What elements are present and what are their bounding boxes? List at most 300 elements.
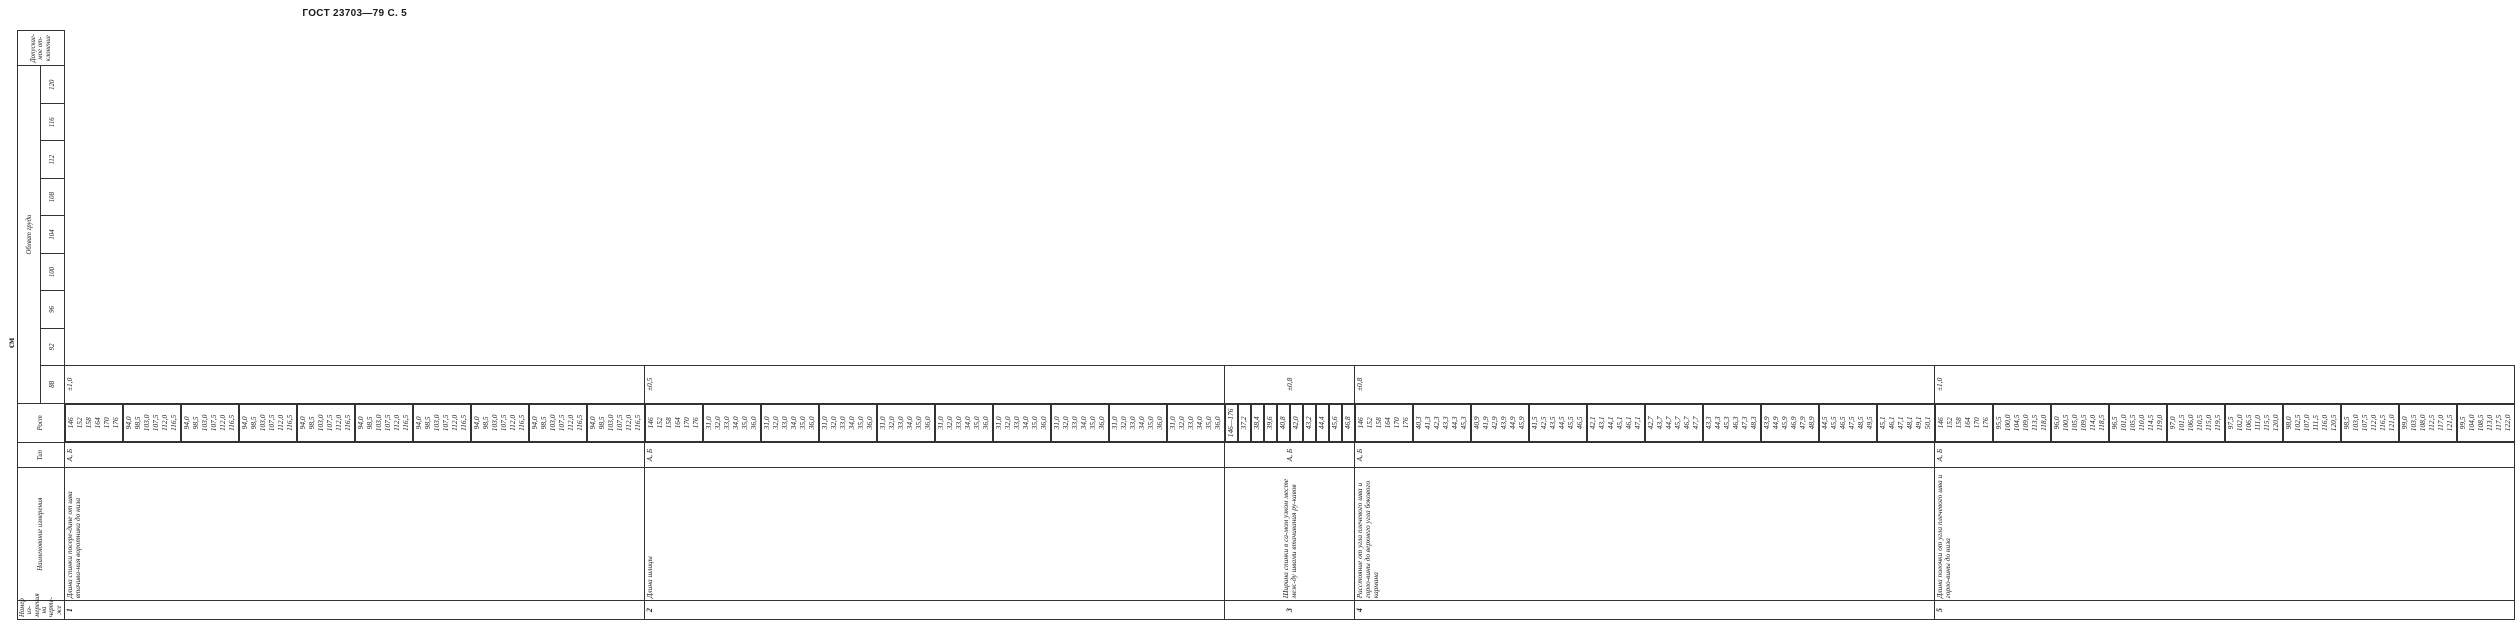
- measurement-value: 103,0: [373, 414, 383, 432]
- measurement-value: 34,0: [730, 416, 740, 430]
- measurement-value: 112,0: [391, 414, 401, 431]
- col-header-chest-size: 88: [41, 366, 64, 403]
- measurement-values: [1167, 404, 1225, 443]
- height-value: 170: [101, 417, 111, 429]
- measurement-number: 5: [1935, 601, 2515, 620]
- measurement-value: 34,0: [1194, 416, 1204, 430]
- measurement-value: 112,0: [449, 414, 459, 431]
- measurement-value: 112,0: [507, 414, 517, 431]
- measurement-value: 120,0: [2270, 414, 2280, 432]
- height-value: 176: [110, 417, 120, 429]
- measurement-value: 47,7: [1690, 416, 1700, 430]
- height-value: 152: [654, 417, 664, 429]
- measurement-value: 46,8: [1342, 416, 1352, 430]
- height-value: 158: [83, 417, 93, 429]
- measurement-values: [1761, 404, 1819, 443]
- measurement-value: 31,0: [819, 416, 829, 430]
- measurement-value: 114,0: [2087, 414, 2097, 431]
- measurement-value: 122,0: [2502, 414, 2512, 432]
- measurement-value: 101,5: [2176, 414, 2186, 432]
- measurement-value: 98,5: [364, 416, 374, 430]
- measurement-value: 103,0: [2350, 414, 2360, 432]
- measurement-value: 49,5: [1864, 416, 1874, 430]
- measurement-value: 119,5: [2212, 414, 2222, 431]
- measurement-values: [1329, 404, 1342, 443]
- measurement-value: 34,0: [788, 416, 798, 430]
- measurement-value: 35,0: [1087, 416, 1097, 430]
- measurement-value: 45,5: [1828, 416, 1838, 430]
- measurement-value: 101,0: [2118, 414, 2128, 432]
- measurement-value: 94,0: [587, 416, 597, 430]
- measurement-value: 107,5: [266, 414, 276, 432]
- table-row: [64, 31, 645, 620]
- measurement-value: 36,0: [1212, 416, 1222, 430]
- measurement-value: 32,0: [1118, 416, 1128, 430]
- measurement-value: 98,5: [132, 416, 142, 430]
- measurement-value: 46,9: [1788, 416, 1798, 430]
- measurement-value: 118,5: [2096, 414, 2106, 431]
- height-value: 170: [1971, 417, 1981, 429]
- measurement-values: [2457, 404, 2515, 443]
- measurement-value: 116,5: [400, 414, 410, 431]
- measurement-value: 116,5: [226, 414, 236, 431]
- measurement-values: [877, 404, 935, 443]
- measurement-values: [471, 404, 529, 443]
- tolerance-value: ±1,0: [1935, 366, 2515, 403]
- tolerance-value: ±0,5: [645, 366, 1225, 403]
- measurement-value: 36,0: [806, 416, 816, 430]
- measurement-value: 108,0: [2417, 414, 2427, 432]
- measurement-table-container: [3, 30, 2512, 620]
- measurement-value: 103,0: [605, 414, 615, 432]
- measurement-value: 44,5: [1819, 416, 1829, 430]
- measurement-values: [2051, 404, 2109, 443]
- measurement-values: [1413, 404, 1471, 443]
- measurement-value: 116,5: [168, 414, 178, 431]
- measurement-value: 32,0: [770, 416, 780, 430]
- measurement-value: 34,0: [846, 416, 856, 430]
- measurement-value: 32,0: [1060, 416, 1070, 430]
- height-list: [645, 404, 703, 443]
- measurement-value: 48,9: [1806, 416, 1816, 430]
- height-value: 152: [74, 417, 84, 429]
- measurement-value: 100,5: [2060, 414, 2070, 432]
- height-list: [1935, 404, 1993, 443]
- height-value: 176: [690, 417, 700, 429]
- col-header-chest-size: 96: [41, 291, 64, 328]
- measurement-value: 33,0: [837, 416, 847, 430]
- measurement-value: 45,1: [1614, 416, 1624, 430]
- measurement-value: 45,7: [1672, 416, 1682, 430]
- measurement-value: 107,5: [440, 414, 450, 432]
- measurement-value: 120,5: [2328, 414, 2338, 432]
- measurement-value: 38,4: [1251, 416, 1261, 430]
- measurement-values: [1342, 404, 1355, 443]
- measurement-values: [2341, 404, 2399, 443]
- measurement-value: 44,9: [1507, 416, 1517, 430]
- measurement-value: 112,0: [333, 414, 343, 431]
- measurement-table: [17, 30, 2515, 620]
- measurement-value: 40,8: [1277, 416, 1287, 430]
- measurement-value: 36,0: [1038, 416, 1048, 430]
- measurement-value: 35,0: [1145, 416, 1155, 430]
- height-list: [1355, 404, 1413, 443]
- tolerance-value: ±0,8: [1225, 366, 1355, 403]
- measurement-number: 4: [1355, 601, 1935, 620]
- measurement-value: 43,9: [1498, 416, 1508, 430]
- measurement-values: [1587, 404, 1645, 443]
- measurement-value: 32,0: [828, 416, 838, 430]
- measurement-number: 2: [645, 601, 1225, 620]
- measurement-value: 44,3: [1449, 416, 1459, 430]
- table-row: [1225, 31, 1355, 620]
- tolerance-value: ±0,8: [1355, 366, 1935, 403]
- measurement-value: 98,5: [2341, 416, 2351, 430]
- measurement-value: 98,5: [248, 416, 258, 430]
- measurement-value: 106,0: [2185, 414, 2195, 432]
- measurement-value: 35,0: [1029, 416, 1039, 430]
- col-header-chest-size: 120: [41, 66, 64, 104]
- measurement-values: [355, 404, 413, 443]
- measurement-values: [2399, 404, 2457, 443]
- measurement-values: [1238, 404, 1251, 443]
- measurement-value: 103,0: [431, 414, 441, 432]
- measurement-value: 103,0: [257, 414, 267, 432]
- measurement-value: 98,0: [2283, 416, 2293, 430]
- measurement-value: 31,0: [1109, 416, 1119, 430]
- measurement-value: 112,0: [159, 414, 169, 431]
- measurement-value: 116,5: [284, 414, 294, 431]
- height-value: 164: [1962, 417, 1972, 429]
- measurement-value: 32,0: [712, 416, 722, 430]
- col-header-tolerance: Допускае-мое от-клонение: [18, 31, 65, 66]
- measurement-value: 33,0: [779, 416, 789, 430]
- measurement-values: [703, 404, 761, 443]
- measurement-values: [1303, 404, 1316, 443]
- measurement-value: 121,0: [2386, 414, 2396, 432]
- measurement-value: 35,0: [855, 416, 865, 430]
- measurement-values: [1877, 404, 1935, 443]
- measurement-value: 97,0: [2167, 416, 2177, 430]
- height-value: 146: [645, 417, 655, 429]
- height-value: 176: [1980, 417, 1990, 429]
- measurement-value: 34,0: [1136, 416, 1146, 430]
- col-header-number: Номер из-мерения на черте-же: [18, 601, 65, 620]
- measurement-value: 33,0: [895, 416, 905, 430]
- measurement-value: 43,1: [1596, 416, 1606, 430]
- figure-type: А, Б: [1225, 443, 1355, 468]
- measurement-value: 115,0: [2203, 414, 2213, 431]
- height-value: 158: [663, 417, 673, 429]
- measurement-value: 103,5: [2408, 414, 2418, 432]
- height-value: 164: [1382, 417, 1392, 429]
- measurement-value: 94,0: [123, 416, 133, 430]
- col-header-name: Наименование измерения: [18, 468, 65, 601]
- measurement-value: 35,0: [1203, 416, 1213, 430]
- measurement-value: 32,0: [1176, 416, 1186, 430]
- measurement-value: 107,5: [208, 414, 218, 432]
- measurement-value: 41,5: [1529, 416, 1539, 430]
- measurement-value: 33,0: [1069, 416, 1079, 430]
- measurement-value: 46,1: [1623, 416, 1633, 430]
- measurement-values: [2283, 404, 2341, 443]
- figure-type: А, Б: [645, 443, 1225, 468]
- measurement-value: 94,0: [413, 416, 423, 430]
- height-value: 146: [1935, 417, 1945, 429]
- measurement-values: [2109, 404, 2167, 443]
- measurement-values: [761, 404, 819, 443]
- measurement-value: 31,0: [703, 416, 713, 430]
- measurement-value: 121,5: [2444, 414, 2454, 432]
- measurement-value: 33,0: [953, 416, 963, 430]
- height-value: 158: [1953, 417, 1963, 429]
- measurement-value: 112,0: [217, 414, 227, 431]
- measurement-value: 44,9: [1770, 416, 1780, 430]
- measurement-value: 33,0: [721, 416, 731, 430]
- height-value: 152: [1944, 417, 1954, 429]
- measurement-value: 110,5: [2194, 414, 2204, 431]
- measurement-value: 112,0: [623, 414, 633, 431]
- measurement-value: 43,5: [1547, 416, 1557, 430]
- measurement-value: 47,1: [1632, 416, 1642, 430]
- measurement-values: [2167, 404, 2225, 443]
- measurement-value: 48,1: [1904, 416, 1914, 430]
- col-header-type: Тип: [18, 443, 65, 468]
- measurement-value: 105,5: [2127, 414, 2137, 432]
- figure-type: А, Б: [1355, 443, 1935, 468]
- measurement-value: 32,0: [886, 416, 896, 430]
- col-header-chest-size: 108: [41, 178, 64, 215]
- measurement-value: 50,1: [1922, 416, 1932, 430]
- measurement-value: 112,0: [565, 414, 575, 431]
- page-header: ГОСТ 23703—79 С. 5: [302, 8, 407, 19]
- unit-label: см: [6, 337, 16, 348]
- measurement-value: 32,0: [944, 416, 954, 430]
- height-value: 176: [1400, 417, 1410, 429]
- measurement-value: 42,1: [1587, 416, 1597, 430]
- measurement-values: [819, 404, 877, 443]
- height-value: 146: [1355, 417, 1365, 429]
- measurement-value: 34,0: [962, 416, 972, 430]
- measurement-value: 36,0: [748, 416, 758, 430]
- measurement-value: 107,5: [324, 414, 334, 432]
- measurement-value: 117,0: [2435, 414, 2445, 431]
- measurement-name: Расстояние от угла плечевого шва и горло-вины до верхнего угла бокового кармана: [1355, 468, 1935, 601]
- col-header-chest-size: 104: [41, 216, 64, 253]
- measurement-value: 36,0: [864, 416, 874, 430]
- measurement-value: 98,5: [538, 416, 548, 430]
- tolerance-value: ±1,0: [64, 366, 645, 403]
- measurement-value: 109,0: [2020, 414, 2030, 432]
- measurement-value: 44,5: [1556, 416, 1566, 430]
- measurement-values: [529, 404, 587, 443]
- measurement-value: 105,0: [2069, 414, 2079, 432]
- measurement-name: Длина спинки посере-дине от шва втачива-ния воротника до низа: [64, 468, 645, 601]
- measurement-value: 103,0: [489, 414, 499, 432]
- measurement-value: 99,5: [2457, 416, 2467, 430]
- measurement-value: 48,5: [1855, 416, 1865, 430]
- col-header-chest-size: 100: [41, 253, 64, 290]
- measurement-value: 31,0: [935, 416, 945, 430]
- table-body: [64, 31, 2515, 620]
- measurement-value: 107,0: [2301, 414, 2311, 432]
- measurement-values: [181, 404, 239, 443]
- measurement-value: 46,5: [1837, 416, 1847, 430]
- measurement-value: 107,5: [498, 414, 508, 432]
- measurement-value: 94,0: [239, 416, 249, 430]
- measurement-value: 40,9: [1471, 416, 1481, 430]
- measurement-value: 47,3: [1739, 416, 1749, 430]
- measurement-value: 103,0: [141, 414, 151, 432]
- measurement-value: 40,3: [1413, 416, 1423, 430]
- measurement-values: [993, 404, 1051, 443]
- measurement-value: 31,0: [1051, 416, 1061, 430]
- measurement-value: 42,3: [1431, 416, 1441, 430]
- measurement-value: 43,3: [1703, 416, 1713, 430]
- measurement-value: 94,0: [529, 416, 539, 430]
- measurement-value: 45,6: [1329, 416, 1339, 430]
- measurement-values: [1993, 404, 2051, 443]
- measurement-value: 36,0: [980, 416, 990, 430]
- measurement-name: Длина шлицы: [645, 468, 1225, 601]
- measurement-value: 94,0: [297, 416, 307, 430]
- measurement-value: 107,5: [614, 414, 624, 432]
- measurement-value: 42,7: [1645, 416, 1655, 430]
- measurement-value: 42,0: [1290, 416, 1300, 430]
- measurement-value: 43,7: [1654, 416, 1664, 430]
- col-header-height: Рост: [18, 403, 65, 443]
- col-header-chest-size: 116: [41, 103, 64, 140]
- measurement-value: 100,0: [2002, 414, 2012, 432]
- measurement-value: 107,5: [556, 414, 566, 432]
- measurement-value: 112,5: [2426, 414, 2436, 431]
- height-value: 146: [65, 417, 75, 429]
- measurement-value: 36,0: [1154, 416, 1164, 430]
- measurement-values: [1471, 404, 1529, 443]
- measurement-value: 32,0: [1002, 416, 1012, 430]
- measurement-value: 102,5: [2292, 414, 2302, 432]
- measurement-value: 43,3: [1440, 416, 1450, 430]
- measurement-values: [297, 404, 355, 443]
- measurement-number: 3: [1225, 601, 1355, 620]
- measurement-value: 109,5: [2078, 414, 2088, 432]
- measurement-value: 107,5: [2359, 414, 2369, 432]
- measurement-value: 110,0: [2136, 414, 2146, 431]
- height-value: 164: [672, 417, 682, 429]
- measurement-value: 116,5: [516, 414, 526, 431]
- measurement-value: 113,0: [2484, 414, 2494, 431]
- measurement-values: [1109, 404, 1167, 443]
- measurement-value: 39,6: [1264, 416, 1274, 430]
- measurement-number: 1: [64, 601, 645, 620]
- measurement-value: 47,1: [1895, 416, 1905, 430]
- measurement-value: 108,5: [2475, 414, 2485, 432]
- measurement-value: 45,5: [1565, 416, 1575, 430]
- measurement-value: 98,5: [596, 416, 606, 430]
- height-value: 170: [681, 417, 691, 429]
- measurement-values: [1529, 404, 1587, 443]
- measurement-value: 41,3: [1422, 416, 1432, 430]
- measurement-value: 99,0: [2399, 416, 2409, 430]
- measurement-value: 44,4: [1316, 416, 1326, 430]
- measurement-name: Длина полочки от угла плечевого шва и горло-вины до низа: [1935, 468, 2515, 601]
- measurement-value: 49,1: [1913, 416, 1923, 430]
- measurement-values: [239, 404, 297, 443]
- measurement-value: 103,0: [315, 414, 325, 432]
- measurement-value: 35,0: [913, 416, 923, 430]
- measurement-value: 98,5: [306, 416, 316, 430]
- table-row: [1935, 31, 2515, 620]
- measurement-value: 44,7: [1663, 416, 1673, 430]
- table-row: [645, 31, 1225, 620]
- height-list: [1225, 404, 1238, 443]
- height-value: 164: [92, 417, 102, 429]
- measurement-value: 31,0: [877, 416, 887, 430]
- measurement-value: 114,5: [2145, 414, 2155, 431]
- measurement-values: [1819, 404, 1877, 443]
- measurement-value: 45,1: [1877, 416, 1887, 430]
- measurement-value: 33,0: [1011, 416, 1021, 430]
- measurement-value: 45,3: [1721, 416, 1731, 430]
- measurement-value: 41,9: [1480, 416, 1490, 430]
- measurement-value: 34,0: [1078, 416, 1088, 430]
- measurement-value: 104,0: [2466, 414, 2476, 432]
- measurement-value: 33,0: [1127, 416, 1137, 430]
- measurement-values: [1645, 404, 1703, 443]
- measurement-value: 106,5: [2243, 414, 2253, 432]
- measurement-values: [123, 404, 181, 443]
- measurement-value: 35,0: [971, 416, 981, 430]
- measurement-value: 116,0: [2319, 414, 2329, 431]
- measurement-value: 47,5: [1846, 416, 1856, 430]
- measurement-value: 46,3: [1730, 416, 1740, 430]
- measurement-value: 48,3: [1748, 416, 1758, 430]
- measurement-value: 96,5: [2109, 416, 2119, 430]
- measurement-value: 96,0: [2051, 416, 2061, 430]
- figure-type: А, Б: [1935, 443, 2515, 468]
- measurement-value: 119,0: [2154, 414, 2164, 431]
- measurement-value: 46,5: [1574, 416, 1584, 430]
- measurement-value: 94,0: [355, 416, 365, 430]
- measurement-value: 44,3: [1712, 416, 1722, 430]
- measurement-values: [2225, 404, 2283, 443]
- measurement-name: Ширина спинки в са-мом узком месте меж-ду швами втачивания ру-кавов: [1225, 468, 1355, 601]
- measurement-value: 113,5: [2029, 414, 2039, 431]
- measurement-value: 45,9: [1516, 416, 1526, 430]
- measurement-value: 103,0: [547, 414, 557, 432]
- measurement-value: 35,0: [797, 416, 807, 430]
- measurement-value: 47,9: [1797, 416, 1807, 430]
- measurement-value: 111,5: [2310, 415, 2320, 431]
- table-row: [1355, 31, 1935, 620]
- measurement-value: 34,0: [904, 416, 914, 430]
- measurement-value: 36,0: [922, 416, 932, 430]
- measurement-value: 43,9: [1761, 416, 1771, 430]
- measurement-value: 117,5: [2493, 414, 2503, 431]
- measurement-value: 46,7: [1681, 416, 1691, 430]
- measurement-values: [1277, 404, 1290, 443]
- measurement-values: [413, 404, 471, 443]
- measurement-value: 112,0: [2368, 414, 2378, 431]
- measurement-value: 36,0: [1096, 416, 1106, 430]
- measurement-value: 31,0: [993, 416, 1003, 430]
- measurement-value: 118,0: [2038, 414, 2048, 431]
- measurement-value: 45,3: [1458, 416, 1468, 430]
- measurement-value: 31,0: [1167, 416, 1177, 430]
- measurement-value: 42,5: [1538, 416, 1548, 430]
- measurement-values: [587, 404, 645, 443]
- height-value: 158: [1373, 417, 1383, 429]
